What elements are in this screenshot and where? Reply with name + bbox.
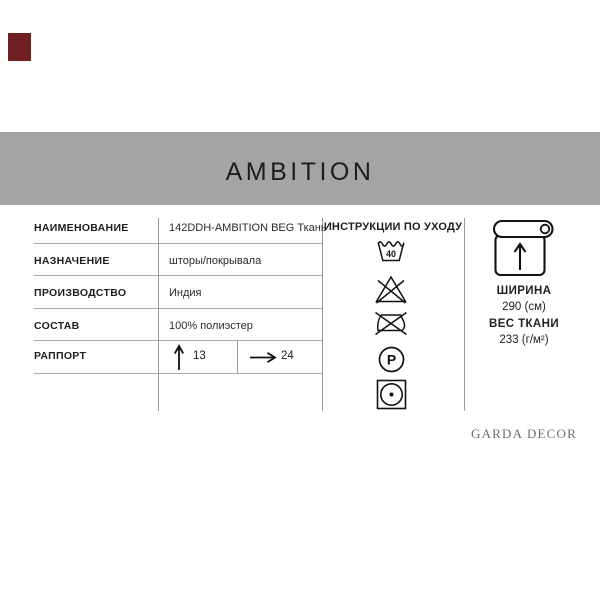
wash-40-icon	[376, 239, 406, 262]
value-composition: 100% полиэстер	[169, 320, 253, 332]
value-origin: Индия	[169, 287, 202, 299]
row-separator	[34, 275, 322, 276]
column-divider	[158, 218, 159, 411]
arrow-right-icon	[249, 351, 277, 364]
rapport-cell-divider	[237, 341, 238, 373]
color-swatch	[8, 33, 31, 61]
do-not-iron-icon	[373, 309, 409, 338]
tumble-dry-low-icon	[376, 379, 407, 410]
weight-value: 233 (г/м²)	[499, 334, 549, 346]
value-name: 142DDH-AMBITION BEG Ткань	[169, 222, 327, 234]
rapport-horizontal-value: 24	[281, 350, 294, 362]
row-label-origin: ПРОИЗВОДСТВО	[34, 287, 127, 299]
value-purpose: шторы/покрывала	[169, 255, 262, 267]
title-banner	[0, 132, 600, 205]
width-label: ШИРИНА	[496, 285, 552, 297]
section-divider	[464, 218, 465, 411]
arrow-up-icon	[172, 343, 186, 371]
row-label-composition: СОСТАВ	[34, 320, 80, 332]
row-label-name: НАИМЕНОВАНИЕ	[34, 222, 129, 234]
row-label-purpose: НАЗНАЧЕНИЕ	[34, 255, 110, 267]
row-separator	[34, 373, 322, 374]
section-divider	[322, 218, 323, 411]
rapport-vertical-value: 13	[193, 350, 206, 362]
brand-logo-text: GARDA DECOR	[470, 426, 577, 441]
do-not-bleach-icon	[374, 274, 408, 304]
fabric-roll-icon	[490, 219, 554, 278]
row-separator	[34, 340, 322, 341]
svg-text:P: P	[386, 351, 397, 368]
page-title: AMBITION	[225, 158, 375, 186]
row-separator	[34, 243, 322, 244]
row-label-rapport: РАППОРТ	[34, 350, 87, 362]
care-section-header: ИНСТРУКЦИИ ПО УХОДУ	[323, 221, 463, 233]
dry-clean-p-icon	[378, 346, 405, 373]
weight-label: ВЕС ТКАНИ	[489, 318, 559, 330]
row-separator	[34, 308, 322, 309]
svg-text:40: 40	[385, 249, 397, 259]
width-value: 290 (см)	[502, 301, 546, 313]
